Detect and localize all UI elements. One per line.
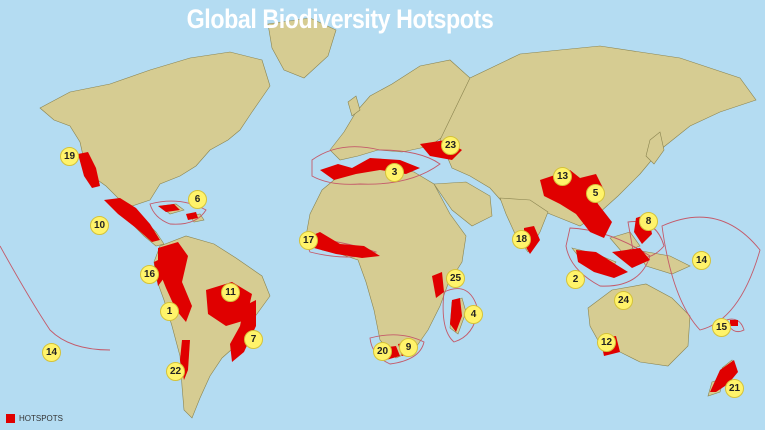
hotspot-marker-24[interactable]: 24 [614, 291, 633, 310]
hotspot-marker-17[interactable]: 17 [299, 231, 318, 250]
hotspot-marker-12[interactable]: 12 [597, 333, 616, 352]
hotspot-marker-3[interactable]: 3 [385, 163, 404, 182]
hotspot-wallacea [612, 248, 650, 268]
map-legend [6, 414, 63, 423]
hotspot-marker-2[interactable]: 2 [566, 270, 585, 289]
hotspot-marker-5[interactable]: 5 [586, 184, 605, 203]
hotspot-marker-18[interactable]: 18 [512, 230, 531, 249]
hotspot-marker-1[interactable]: 1 [160, 302, 179, 321]
hotspot-marker-19[interactable]: 19 [60, 147, 79, 166]
hotspot-marker-16[interactable]: 16 [140, 265, 159, 284]
hotspot-marker-20[interactable]: 20 [373, 342, 392, 361]
map-title: Global Biodiversity Hotspots [186, 4, 494, 34]
hotspot-marker-6[interactable]: 6 [188, 190, 207, 209]
hotspot-marker-13[interactable]: 13 [553, 167, 572, 186]
hotspot-marker-14-west[interactable]: 14 [42, 343, 61, 362]
pacific-outline-1 [0, 246, 110, 350]
hotspot-marker-4[interactable]: 4 [464, 305, 483, 324]
hotspot-marker-7[interactable]: 7 [244, 330, 263, 349]
hotspot-new-caledonia [730, 320, 738, 326]
hotspot-marker-9[interactable]: 9 [399, 338, 418, 357]
australia [588, 284, 690, 366]
hotspot-marker-22[interactable]: 22 [166, 362, 185, 381]
hotspot-marker-14-east[interactable]: 14 [692, 251, 711, 270]
hotspot-marker-11[interactable]: 11 [221, 283, 240, 302]
hotspot-marker-25[interactable]: 25 [446, 269, 465, 288]
hotspot-marker-21[interactable]: 21 [725, 379, 744, 398]
legend-label: HOTSPOTS [19, 414, 64, 423]
north-america [40, 52, 270, 206]
legend-swatch [6, 414, 15, 423]
hotspot-marker-10[interactable]: 10 [90, 216, 109, 235]
hotspot-marker-15[interactable]: 15 [712, 318, 731, 337]
hotspot-marker-8[interactable]: 8 [639, 212, 658, 231]
hotspot-marker-23[interactable]: 23 [441, 136, 460, 155]
